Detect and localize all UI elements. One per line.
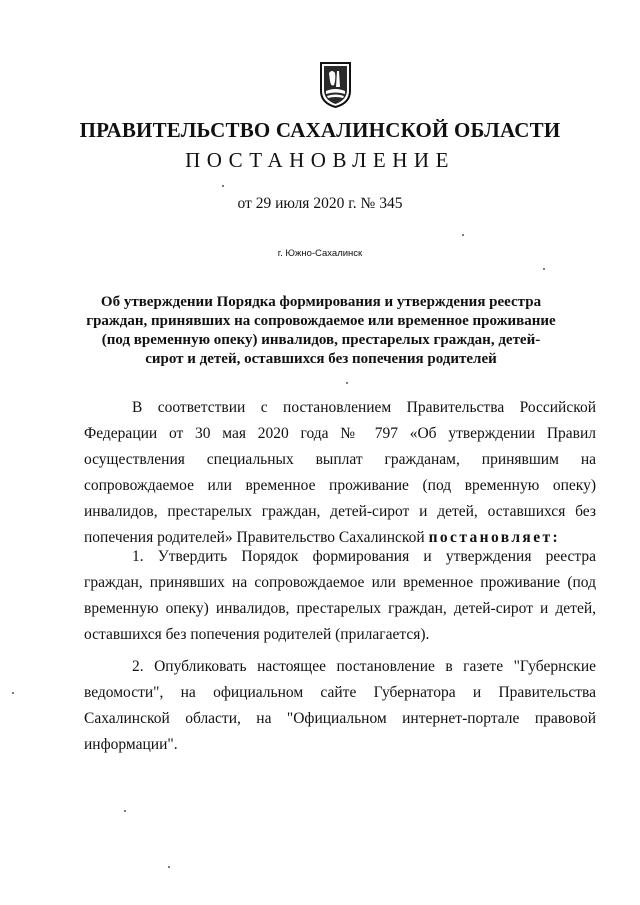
scan-speck bbox=[346, 382, 348, 384]
sakhalin-coat-of-arms-icon bbox=[319, 61, 352, 108]
document-city: г. Южно-Сахалинск bbox=[277, 248, 363, 259]
clause-1-paragraph: 1. Утвердить Порядок формирования и утверждения реестра граждан, принявших на сопровождаемое или временное проживание (под временную опеку) инвалидов, престарелых граждан, детей-сирот и детей, оставшихся без попечения родителей (прилагается). bbox=[84, 548, 596, 643]
document-type: ПОСТАНОВЛЕНИЕ bbox=[185, 148, 455, 172]
scan-speck bbox=[168, 866, 170, 868]
scan-speck bbox=[124, 810, 126, 812]
government-title: ПРАВИТЕЛЬСТВО САХАЛИНСКОЙ ОБЛАСТИ bbox=[79, 118, 561, 142]
scan-speck bbox=[12, 692, 14, 694]
scan-speck bbox=[222, 185, 224, 187]
scan-speck bbox=[462, 234, 464, 236]
preamble-text: В соответствии с постановлением Правительства Российской Федерации от 30 мая 2020 года № 797 «Об утверждении Правил осуществления специальных выплат гражданам, принявшим на сопровождаемое или временное проживание (под временную опеку) инвалидов, престарелых граждан, детей-сирот и детей, оставшихся без попечения родителей» Правительство Сахалинской bbox=[84, 399, 596, 546]
scan-speck bbox=[543, 268, 545, 270]
clause-2-paragraph: 2. Опубликовать настоящее постановление в газете "Губернские ведомости", на официальном сайте Губернатора и Правительства Сахалинской области, на "Официальном интернет-портале правовой информации". bbox=[84, 658, 596, 753]
document-subject: Об утверждении Порядка формирования и утверждения реестра граждан, принявших на сопровождаемое или временное проживание (под временную опеку) инвалидов, престарелых граждан, детей-сирот и детей, оставшихся без попечения родителей bbox=[86, 294, 556, 367]
preamble-paragraph bbox=[84, 395, 596, 551]
document-date-number: от 29 июля 2020 г. № 345 bbox=[237, 195, 403, 212]
resolves-keyword: постановляет: bbox=[428, 529, 561, 546]
